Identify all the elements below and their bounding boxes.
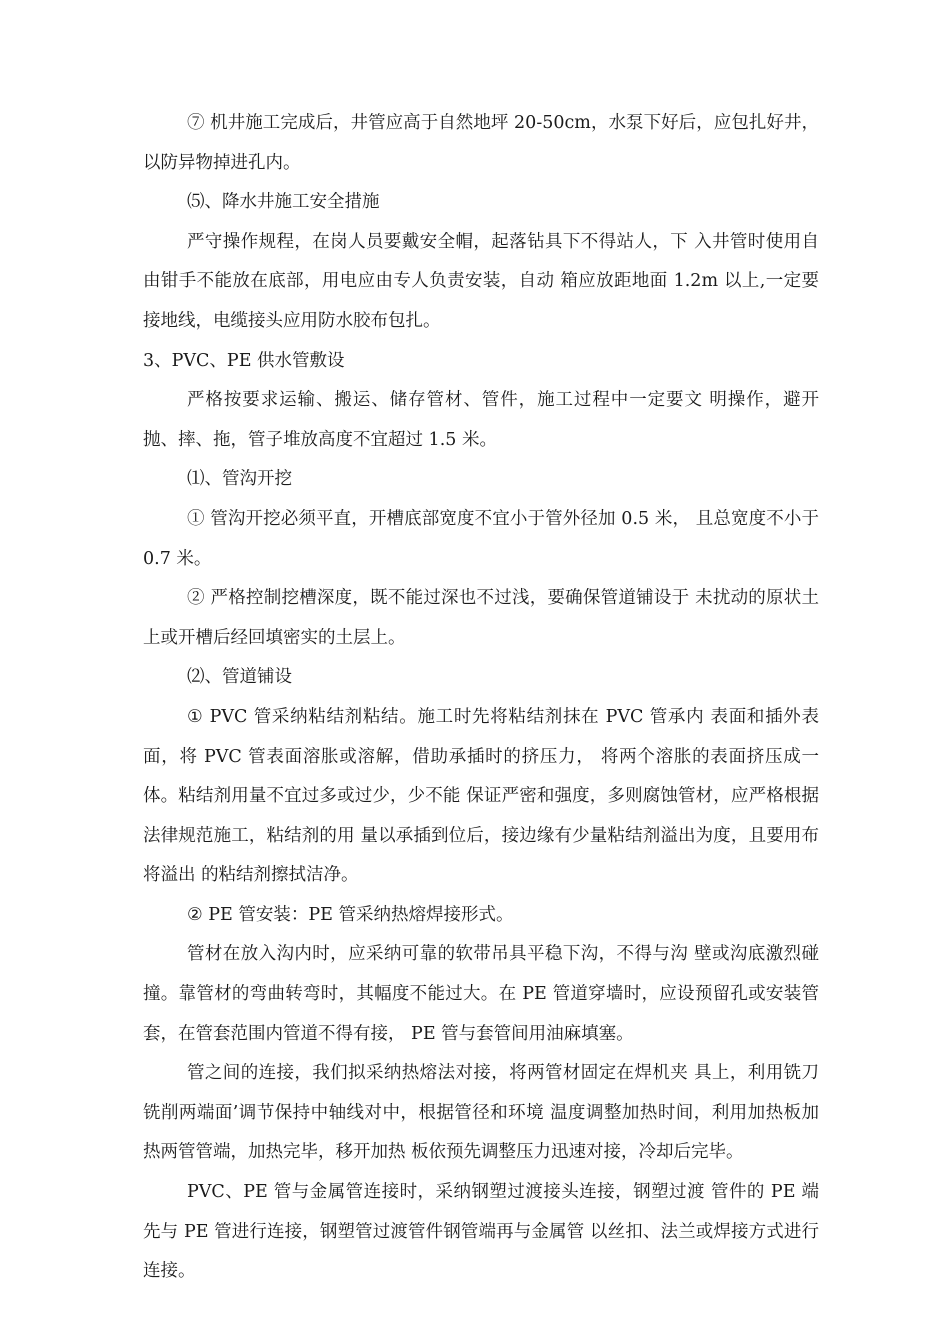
heading-pipe-installation: ⑵、管道铺设: [187, 667, 292, 688]
paragraph-pe-installation: ② PE 管安装：PE 管采纳热熔焊接形式。: [187, 904, 514, 925]
paragraph-trench-depth: ② 严格控制挖槽深度，既不能过深也不过浅，要确保管道铺设于 未扰动的原状土上或开槽后经回填密实的土层上。: [143, 588, 819, 648]
paragraph-pipe-lowering: 管材在放入沟内时，应采纳可靠的软带吊具平稳下沟，不得与沟 壁或沟底激烈碰撞。靠管材的弯曲转弯时，其幅度不能过大。在 PE 管道穿墙时，应设预留孔或安装管套，在管套范围内管道不得有接， PE 管与套管间用油麻填塞。: [143, 944, 819, 1044]
heading-trench-excavation: ⑴、管沟开挖: [187, 469, 292, 490]
paragraph-safety-rules: 严守操作规程，在岗人员要戴安全帽，起落钻具下不得站人，下 入井管时使用自由钳手不能放在底部，用电应由专人负责安装，自动 箱应放距地面 1.2m 以上,一定要接地线，电缆接头应用防水胶布包扎。: [143, 231, 819, 331]
paragraph-hot-melt-joint: 管之间的连接，我们拟采纳热熔法对接，将两管材固定在焊机夹 具上，利用铣刀铣削两端面’调节保持中轴线对中，根据管径和环境 温度调整加热时间，利用加热板加热两管管端，加热完毕，移开加热 板依预先调整压力迅速对接，冷却后完毕。: [143, 1063, 819, 1163]
paragraph-trench-width: ① 管沟开挖必须平直，开槽底部宽度不宜小于管外径加 0.5 米， 且总宽度不小于 0.7 米。: [143, 508, 819, 569]
document-body: [143, 104, 819, 1292]
paragraph-transport-storage: 严格按要求运输、搬运、储存管材、管件，施工过程中一定要文 明操作，避开抛、摔、拖，管子堆放高度不宜超过 1.5 米。: [143, 390, 819, 450]
paragraph-pvc-bonding: ① PVC 管采纳粘结剂粘结。施工时先将粘结剂抹在 PVC 管承内 表面和插外表面，将 PVC 管表面溶胀或溶解，借助承插时的挤压力， 将两个溶胀的表面挤压成一体。粘结剂用量不宜过多或过少，少不能 保证严密和强度，多则腐蚀管材，应严格根据法律规范施工，粘结剂的用 量以承插到位后，接边缘有少量粘结剂溢出为度，且要用布将溢出 的粘结剂擦拭洁净。: [143, 706, 819, 886]
paragraph-well-completion: ⑦ 机井施工完成后，井管应高于自然地坪 20-50cm，水泵下好后，应包扎好井，以防异物掉进孔内。: [143, 113, 819, 173]
heading-dewatering-safety: ⑸、降水井施工安全措施: [187, 192, 380, 213]
paragraph-metal-transition: PVC、PE 管与金属管连接时，采纳钢塑过渡接头连接，钢塑过渡 管件的 PE 端先与 PE 管进行连接，钢塑管过渡管件钢管端再与金属管 以丝扣、法兰或焊接方式进行连接。: [143, 1182, 819, 1282]
section-heading-pipe-laying: 3、PVC、PE 供水管敷设: [143, 350, 345, 371]
